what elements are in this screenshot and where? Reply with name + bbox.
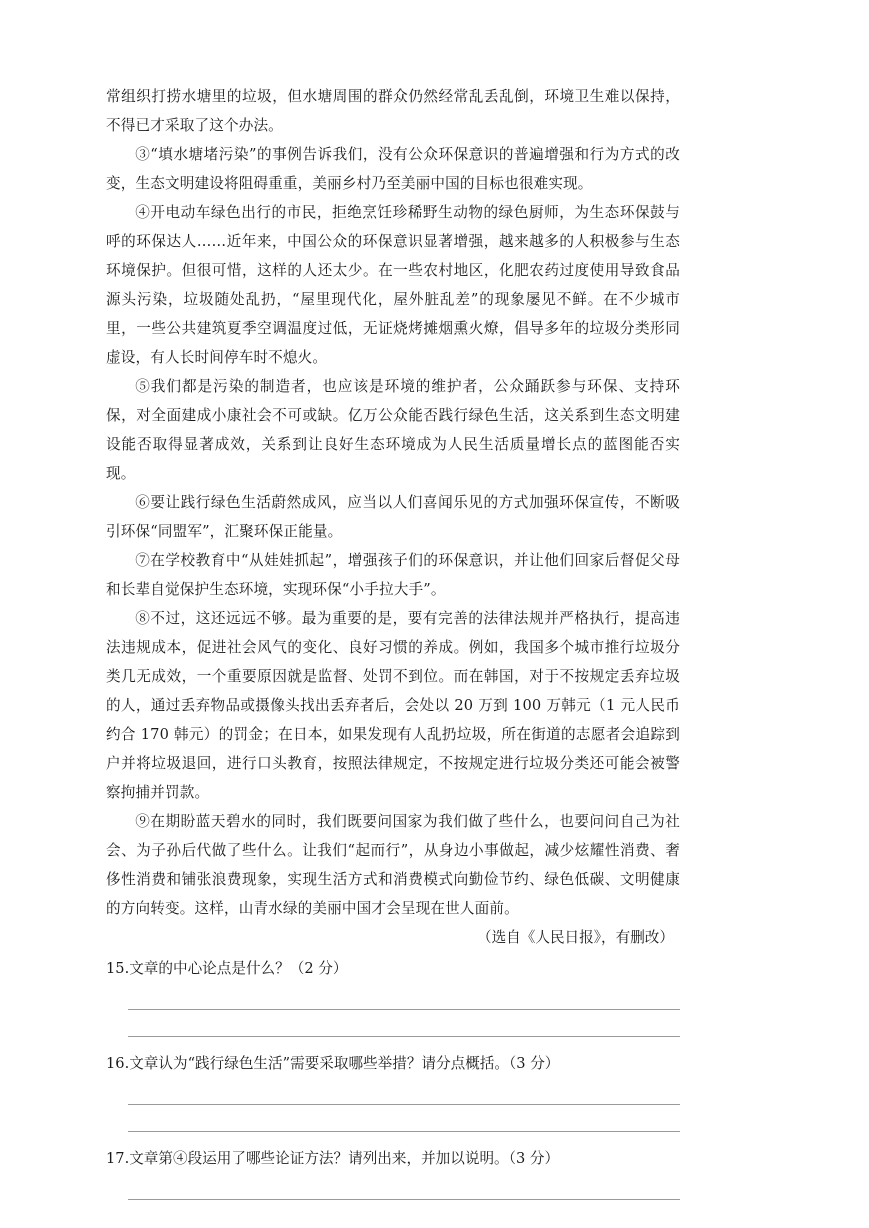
- paragraph-9: ⑨在期盼蓝天碧水的同时，我们既要问国家为我们做了些什么，也要问问自己为社会、为子孙后代做了些什么。让我们“起而行”，从身边小事做起，减少炫耀性消费、奢侈性消费和铺张浪费现象，实现生活方式和消费模式向勤俭节约、绿色低碳、文明健康的方向转变。这样，山青水绿的美丽中国才会呈现在世人面前。: [106, 813, 680, 917]
- paragraph-2-continued: 常组织打捞水塘里的垃圾，但水塘周围的群众仍然经常乱丢乱倒，环境卫生难以保持，不得已才采取了这个办法。: [106, 88, 680, 134]
- question-17-text: 17.文章第④段运用了哪些论证方法？请列出来，并加以说明。（3 分）: [106, 1150, 560, 1167]
- question-15-text: 15.文章的中心论点是什么？（2 分）: [106, 960, 348, 977]
- answer-line[interactable]: [128, 1010, 680, 1037]
- answer-line[interactable]: [128, 1105, 680, 1132]
- paragraph-5: ⑤我们都是污染的制造者，也应该是环境的维护者，公众踊跃参与环保、支持环保，对全面建成小康社会不可或缺。亿万公众能否践行绿色生活，这关系到生态文明建设能否取得显著成效，关系到让良好生态环境成为人民生活质量增长点的蓝图能否实现。: [106, 378, 680, 482]
- question-17: [106, 1144, 680, 1200]
- question-16-text: 16.文章认为“践行绿色生活”需要采取哪些举措？请分点概括。（3 分）: [106, 1055, 560, 1072]
- paragraph-8: ⑧不过，这还远远不够。最为重要的是，要有完善的法律法规并严格执行，提高违法违规成本，促进社会风气的变化、良好习惯的养成。例如，我国多个城市推行垃圾分类几无成效，一个重要原因就是监督、处罚不到位。而在韩国，对于不按规定丢弃垃圾的人，通过丢弃物品或摄像头找出丢弃者后，会处以 20 万到 100 万韩元（1 元人民币约合 170 韩元）的罚金；在日本，如果发现有人乱扔垃圾，所在街道的志愿者会追踪到户并将垃圾退回，进行口头教育，按照法律规定，不按规定进行垃圾分类还可能会被警察拘捕并罚款。: [106, 610, 680, 801]
- answer-line[interactable]: [128, 1078, 680, 1105]
- document-page: [106, 82, 680, 1200]
- question-15: [106, 954, 680, 1037]
- paragraph-4: ④开电动车绿色出行的市民，拒绝烹饪珍稀野生动物的绿色厨师，为生态环保鼓与呼的环保达人……近年来，中国公众的环保意识显著增强，越来越多的人积极参与生态环境保护。但很可惜，这样的人还太少。在一些农村地区，化肥农药过度使用导致食品源头污染，垃圾随处乱扔，“屋里现代化，屋外脏乱差”的现象屡见不鲜。在不少城市里，一些公共建筑夏季空调温度过低，无证烧烤摊烟熏火燎，倡导多年的垃圾分类形同虚设，有人长时间停车时不熄火。: [106, 204, 680, 366]
- paragraph-3: ③“填水塘堵污染”的事例告诉我们，没有公众环保意识的普遍增强和行为方式的改变，生态文明建设将阻碍重重，美丽乡村乃至美丽中国的目标也很难实现。: [106, 146, 680, 192]
- question-16: [106, 1049, 680, 1132]
- answer-line[interactable]: [128, 1173, 680, 1200]
- paragraph-6: ⑥要让践行绿色生活蔚然成风，应当以人们喜闻乐见的方式加强环保宣传，不断吸引环保“同盟军”，汇聚环保正能量。: [106, 494, 680, 540]
- source-citation: （选自《人民日报》，有删改）: [476, 929, 674, 946]
- answer-line[interactable]: [128, 983, 680, 1010]
- paragraph-7: ⑦在学校教育中“从娃娃抓起”，增强孩子们的环保意识，并让他们回家后督促父母和长辈自觉保护生态环境，实现环保“小手拉大手”。: [106, 552, 680, 598]
